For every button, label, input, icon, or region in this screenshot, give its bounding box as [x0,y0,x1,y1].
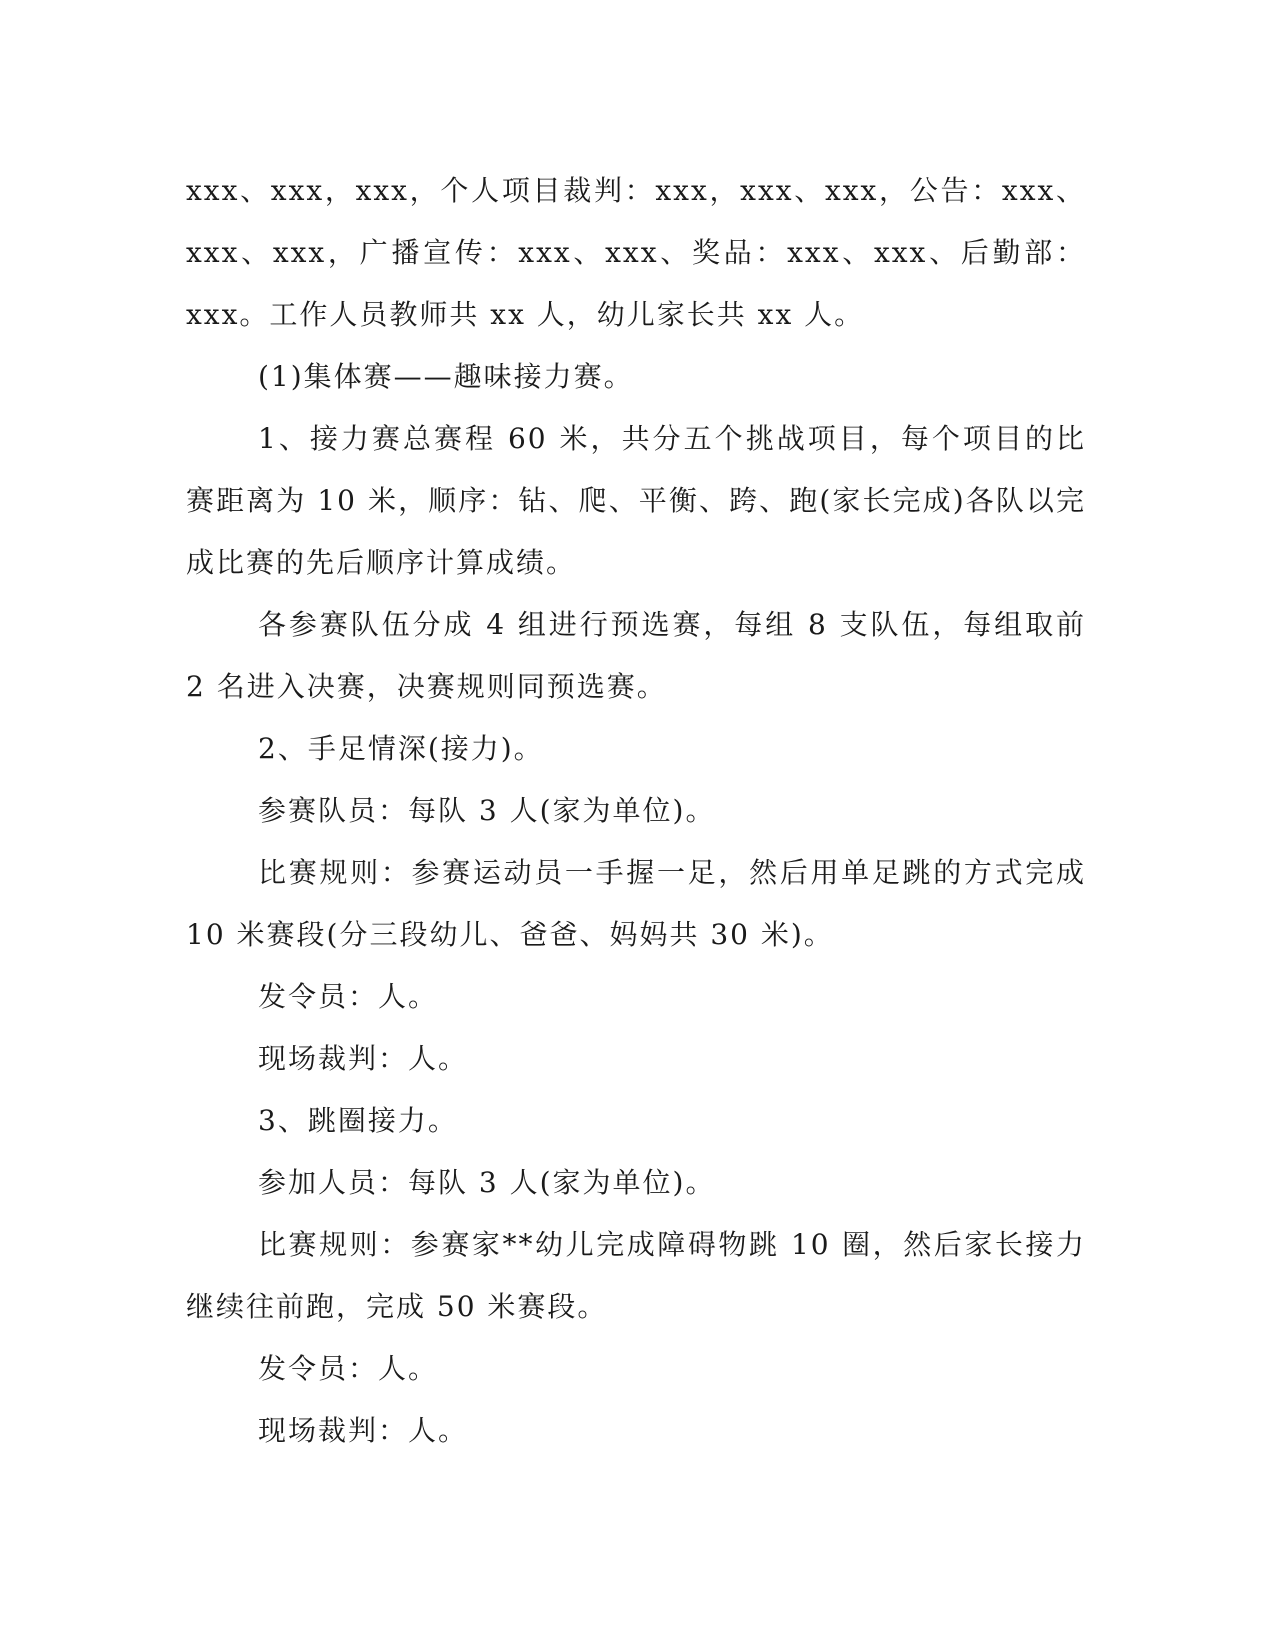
paragraph-relay-rules: 1、接力赛总赛程 60 米，共分五个挑战项目，每个项目的比赛距离为 10 米，顺序：钻、爬、平衡、跨、跑(家长完成)各队以完成比赛的先后顺序计算成绩。 [186,422,1086,579]
paragraph-preliminaries: 各参赛队伍分成 4 组进行预选赛，每组 8 支队伍，每组取前 2 名进入决赛，决赛规则同预选赛。 [186,608,1086,703]
paragraph-group-relay-heading: (1)集体赛——趣味接力赛。 [258,360,634,393]
paragraph-item3-heading: 3、跳圈接力。 [258,1104,458,1137]
paragraph-item3-participants: 参加人员：每队 3 人(家为单位)。 [258,1166,716,1199]
paragraph-item2-participants: 参赛队员：每队 3 人(家为单位)。 [258,794,716,827]
paragraph-item2-referee: 现场裁判：人。 [258,1042,469,1075]
paragraph-item3-referee: 现场裁判：人。 [258,1414,469,1447]
paragraph-item3-rules: 比赛规则：参赛家**幼儿完成障碍物跳 10 圈，然后家长接力继续往前跑，完成 50 米赛段。 [186,1228,1086,1323]
paragraph-staff-list: xxx、xxx，xxx，个人项目裁判：xxx，xxx、xxx，公告：xxx、xxx、xxx，广播宣传：xxx、xxx、奖品：xxx、xxx、后勤部：xxx。工作人员教师共 xx 人，幼儿家长共 xx 人。 [186,174,1086,331]
paragraph-item2-rules: 比赛规则：参赛运动员一手握一足，然后用单足跳的方式完成 10 米赛段(分三段幼儿、爸爸、妈妈共 30 米)。 [186,856,1086,951]
document-body [186,160,1086,1462]
paragraph-item2-heading: 2、手足情深(接力)。 [258,732,544,765]
paragraph-item2-starter: 发令员：人。 [258,980,439,1013]
paragraph-item3-starter: 发令员：人。 [258,1352,439,1385]
